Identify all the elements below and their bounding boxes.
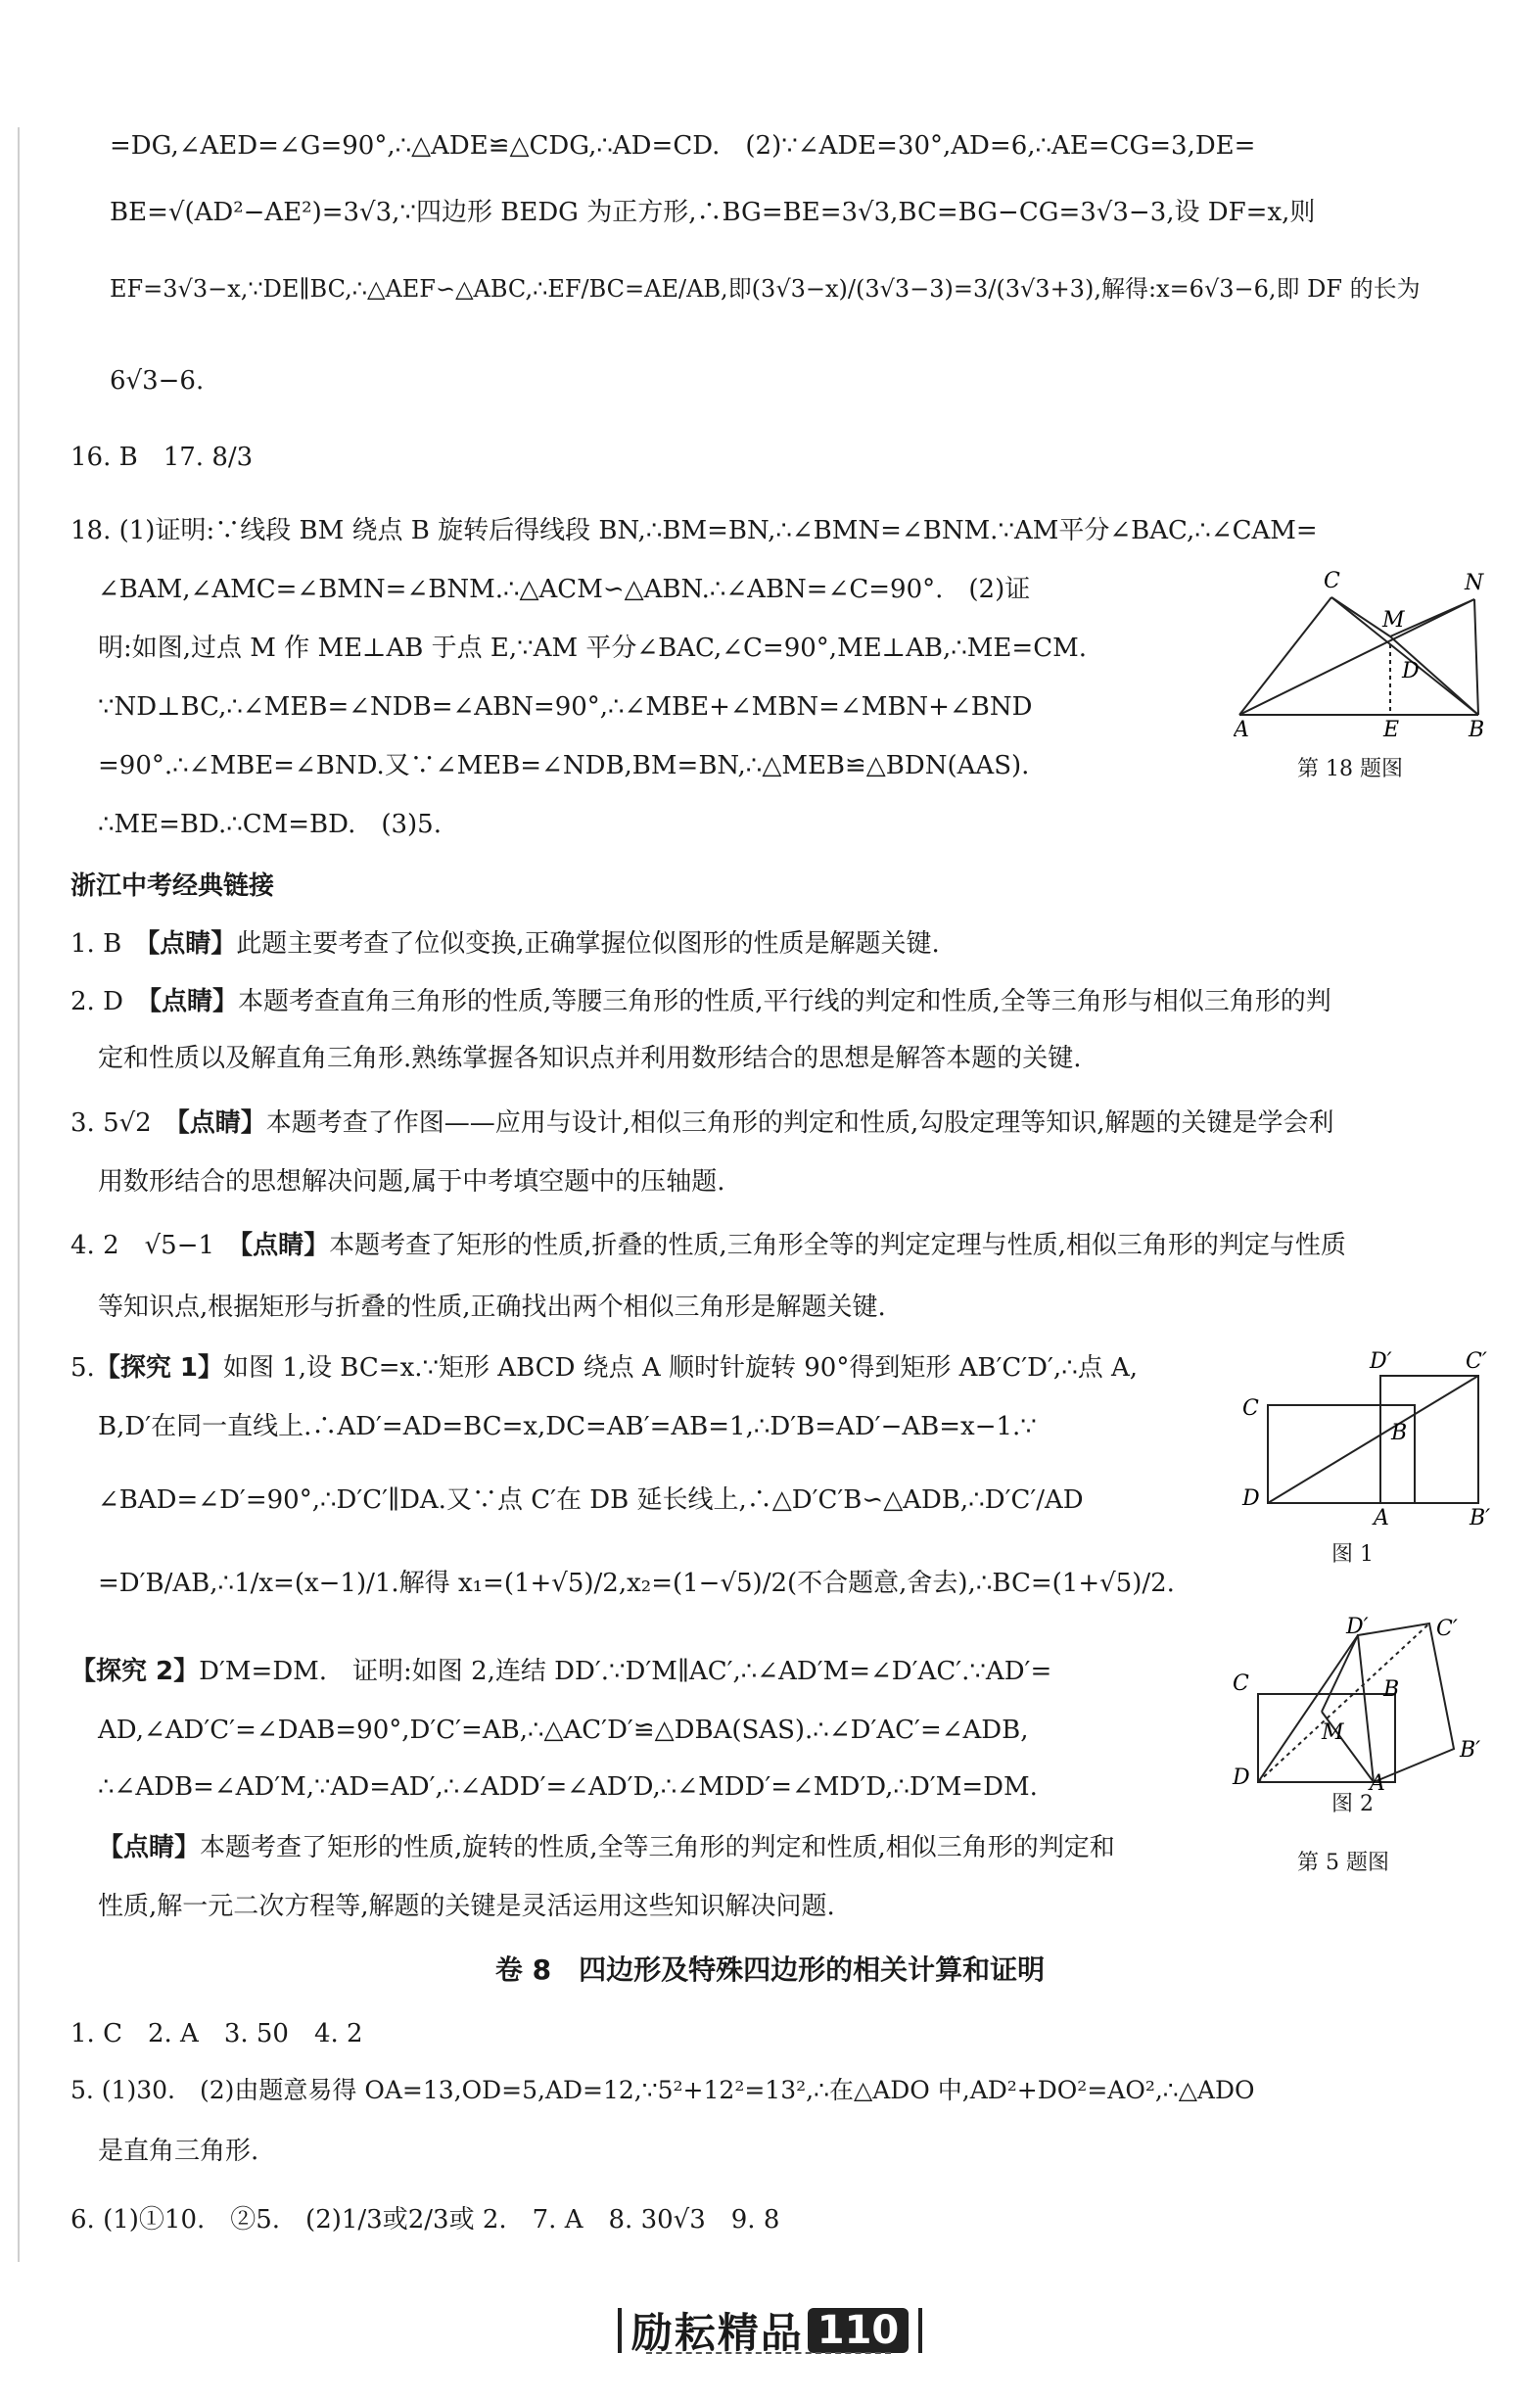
- page-number: 110: [808, 2308, 910, 2353]
- label-A: A: [1374, 1506, 1389, 1530]
- dianjing-tag: 【点睛】: [240, 1231, 330, 1260]
- dianjing-tag: 【点睛】: [176, 1108, 266, 1138]
- text-line: =90°.∴∠MBE=∠BND.又∵∠MEB=∠NDB,BM=BN,∴△MEB≌△BDN(AAS).: [98, 751, 1030, 780]
- text-line: 用数形结合的思想解决问题,属于中考填空题中的压轴题.: [98, 1167, 725, 1197]
- chapter-title: 卷 8 四边形及特殊四边形的相关计算和证明: [494, 1953, 1046, 1986]
- brand-logo: 励耘精品: [630, 2309, 804, 2357]
- answer-item: 【点睛】本题考查了矩形的性质,旋转的性质,全等三角形的判定和性质,相似三角形的判定和: [98, 1833, 1115, 1862]
- dianjing-tag: 【点睛】: [147, 929, 237, 959]
- answer-item: 【探究 2】D′M=DM. 证明:如图 2,连结 DD′.∵D′M∥AC′,∴∠AD′M=∠D′AC′.∵AD′=: [70, 1657, 1052, 1686]
- text-line: 定和性质以及解直角三角形.熟练掌握各知识点并利用数形结合的思想是解答本题的关键.: [98, 1044, 1082, 1073]
- answer-item: 1. B 【点睛】此题主要考查了位似变换,正确掌握位似图形的性质是解题关键.: [70, 929, 940, 959]
- label-C: C: [1233, 1671, 1249, 1696]
- label-D: D: [1233, 1765, 1250, 1790]
- figure-18-caption: 第 18 题图: [1297, 757, 1403, 781]
- label-M: M: [1322, 1720, 1344, 1745]
- footer-bar-right: [918, 2308, 922, 2353]
- label-E: E: [1383, 718, 1400, 742]
- answer-item: 2. D 【点睛】本题考查直角三角形的性质,等腰三角形的性质,平行线的判定和性质,全等三角形与相似三角形的判: [70, 987, 1331, 1016]
- label-D-prime: D′: [1370, 1349, 1392, 1374]
- label-D: D: [1242, 1486, 1260, 1511]
- dianjing-tag: 【点睛】: [98, 1833, 201, 1862]
- text-line: BE=√(AD²−AE²)=3√3,∵四边形 BEDG 为正方形,∴BG=BE=3√3,BC=BG−CG=3√3−3,设 DF=x,则: [110, 198, 1316, 227]
- label-B-prime: B′: [1470, 1506, 1491, 1530]
- text-line: 6√3−6.: [110, 366, 205, 396]
- footer-bar-left: [618, 2308, 622, 2353]
- text-line: ∵ND⊥BC,∴∠MEB=∠NDB=∠ABN=90°,∴∠MBE+∠MBN=∠MBN+∠BND: [98, 692, 1033, 722]
- section-heading: 浙江中考经典链接: [70, 871, 275, 901]
- label-C: C: [1242, 1396, 1259, 1421]
- text-line: B,D′在同一直线上.∴AD′=AD=BC=x,DC=AB′=AB=1,∴D′B=AD′−AB=x−1.∵: [98, 1412, 1037, 1441]
- footer-dash-line: [646, 2352, 891, 2354]
- answer-line: 16. B 17. 8/3: [70, 443, 254, 472]
- answer-line: 6. (1)①10. ②5. (2)1/3或2/3或 2. 7. A 8. 30√3 9. 8: [70, 2205, 780, 2235]
- text-line: ∠BAM,∠AMC=∠BMN=∠BNM.∴△ACM∽△ABN.∴∠ABN=∠C=90°. (2)证: [98, 575, 1031, 604]
- figure-18: [1234, 568, 1488, 744]
- tanjiu2-tag: 【探究 2】: [70, 1657, 200, 1686]
- text-line: 性质,解一元二次方程等,解题的关键是灵活运用这些知识解决问题.: [98, 1892, 835, 1921]
- label-C-prime: C′: [1436, 1617, 1458, 1641]
- text-line: 5. (1)30. (2)由题意易得 OA=13,OD=5,AD=12,∵5²+12²=13²,∴在△ADO 中,AD²+DO²=AO²,∴△ADO: [70, 2076, 1255, 2104]
- answer-line: 1. C 2. A 3. 50 4. 2: [70, 2019, 363, 2048]
- answer-item: 5.【探究 1】如图 1,设 BC=x.∵矩形 ABCD 绕点 A 顺时针旋转 90°得到矩形 AB′C′D′,∴点 A,: [70, 1353, 1139, 1383]
- text-line: 明:如图,过点 M 作 ME⊥AB 于点 E,∵AM 平分∠BAC,∠C=90°,ME⊥AB,∴ME=CM.: [98, 634, 1087, 663]
- label-M: M: [1382, 608, 1405, 633]
- label-D: D: [1402, 659, 1420, 683]
- answer-item: 4. 2 √5−1 【点睛】本题考查了矩形的性质,折叠的性质,三角形全等的判定定理与性质,相似三角形的判定与性质: [70, 1231, 1346, 1260]
- text-line: ∠BAD=∠D′=90°,∴D′C′∥DA.又∵点 C′在 DB 延长线上,∴△D′C′B∽△ADB,∴D′C′/AD: [98, 1485, 1084, 1515]
- dianjing-tag: 【点睛】: [148, 987, 238, 1016]
- label-B-prime: B′: [1460, 1738, 1481, 1763]
- text-line: ∴ME=BD.∴CM=BD. (3)5.: [98, 810, 442, 839]
- label-B: B: [1469, 718, 1485, 742]
- label-A: A: [1370, 1771, 1385, 1792]
- label-B: B: [1391, 1421, 1408, 1445]
- page-footer: [0, 2301, 1540, 2360]
- text-line: 等知识点,根据矩形与折叠的性质,正确找出两个相似三角形是解题关键.: [98, 1293, 886, 1322]
- label-D-prime: D′: [1346, 1616, 1369, 1639]
- text-line: EF=3√3−x,∵DE∥BC,∴△AEF∽△ABC,∴EF/BC=AE/AB,即(3√3−x)/(3√3−3)=3/(3√3+3),解得:x=6√3−6,即 DF 的长为: [110, 275, 1421, 303]
- label-C: C: [1324, 569, 1340, 593]
- label-N: N: [1465, 571, 1484, 595]
- label-C-prime: C′: [1466, 1349, 1487, 1374]
- figure-5-1: [1238, 1346, 1493, 1532]
- text-line: =D′B/AB,∴1/x=(x−1)/1.解得 x₁=(1+√5)/2,x₂=(1−√5)/2(不合题意,舍去),∴BC=(1+√5)/2.: [98, 1569, 1175, 1598]
- text-line: 18. (1)证明:∵线段 BM 绕点 B 旋转后得线段 BN,∴BM=BN,∴∠BMN=∠BNM.∵AM平分∠BAC,∴∠CAM=: [70, 516, 1318, 545]
- text-line: 是直角三角形.: [98, 2137, 259, 2166]
- text-line: =DG,∠AED=∠G=90°,∴△ADE≌△CDG,∴AD=CD. (2)∵∠ADE=30°,AD=6,∴AE=CG=3,DE=: [110, 131, 1256, 161]
- text-line: AD,∠AD′C′=∠DAB=90°,D′C′=AB,∴△AC′D′≌△DBA(SAS).∴∠D′AC′=∠ADB,: [98, 1716, 1029, 1745]
- figure-2-caption: 图 2: [1331, 1792, 1374, 1816]
- tanjiu1-tag: 【探究 1】: [94, 1353, 223, 1383]
- text-line: ∴∠ADB=∠AD′M,∵AD=AD′,∴∠ADD′=∠AD′D,∴∠MDD′=∠MD′D,∴D′M=DM.: [98, 1772, 1038, 1802]
- answer-item: 3. 5√2 【点睛】本题考查了作图——应用与设计,相似三角形的判定和性质,勾股定理等知识,解题的关键是学会利: [70, 1108, 1334, 1138]
- figure-5-caption: 第 5 题图: [1297, 1851, 1389, 1875]
- label-A: A: [1234, 718, 1249, 742]
- figure-5-2: [1229, 1616, 1503, 1792]
- left-margin-rule: [18, 127, 20, 2262]
- label-B: B: [1383, 1677, 1400, 1702]
- figure-1-caption: 图 1: [1331, 1542, 1374, 1567]
